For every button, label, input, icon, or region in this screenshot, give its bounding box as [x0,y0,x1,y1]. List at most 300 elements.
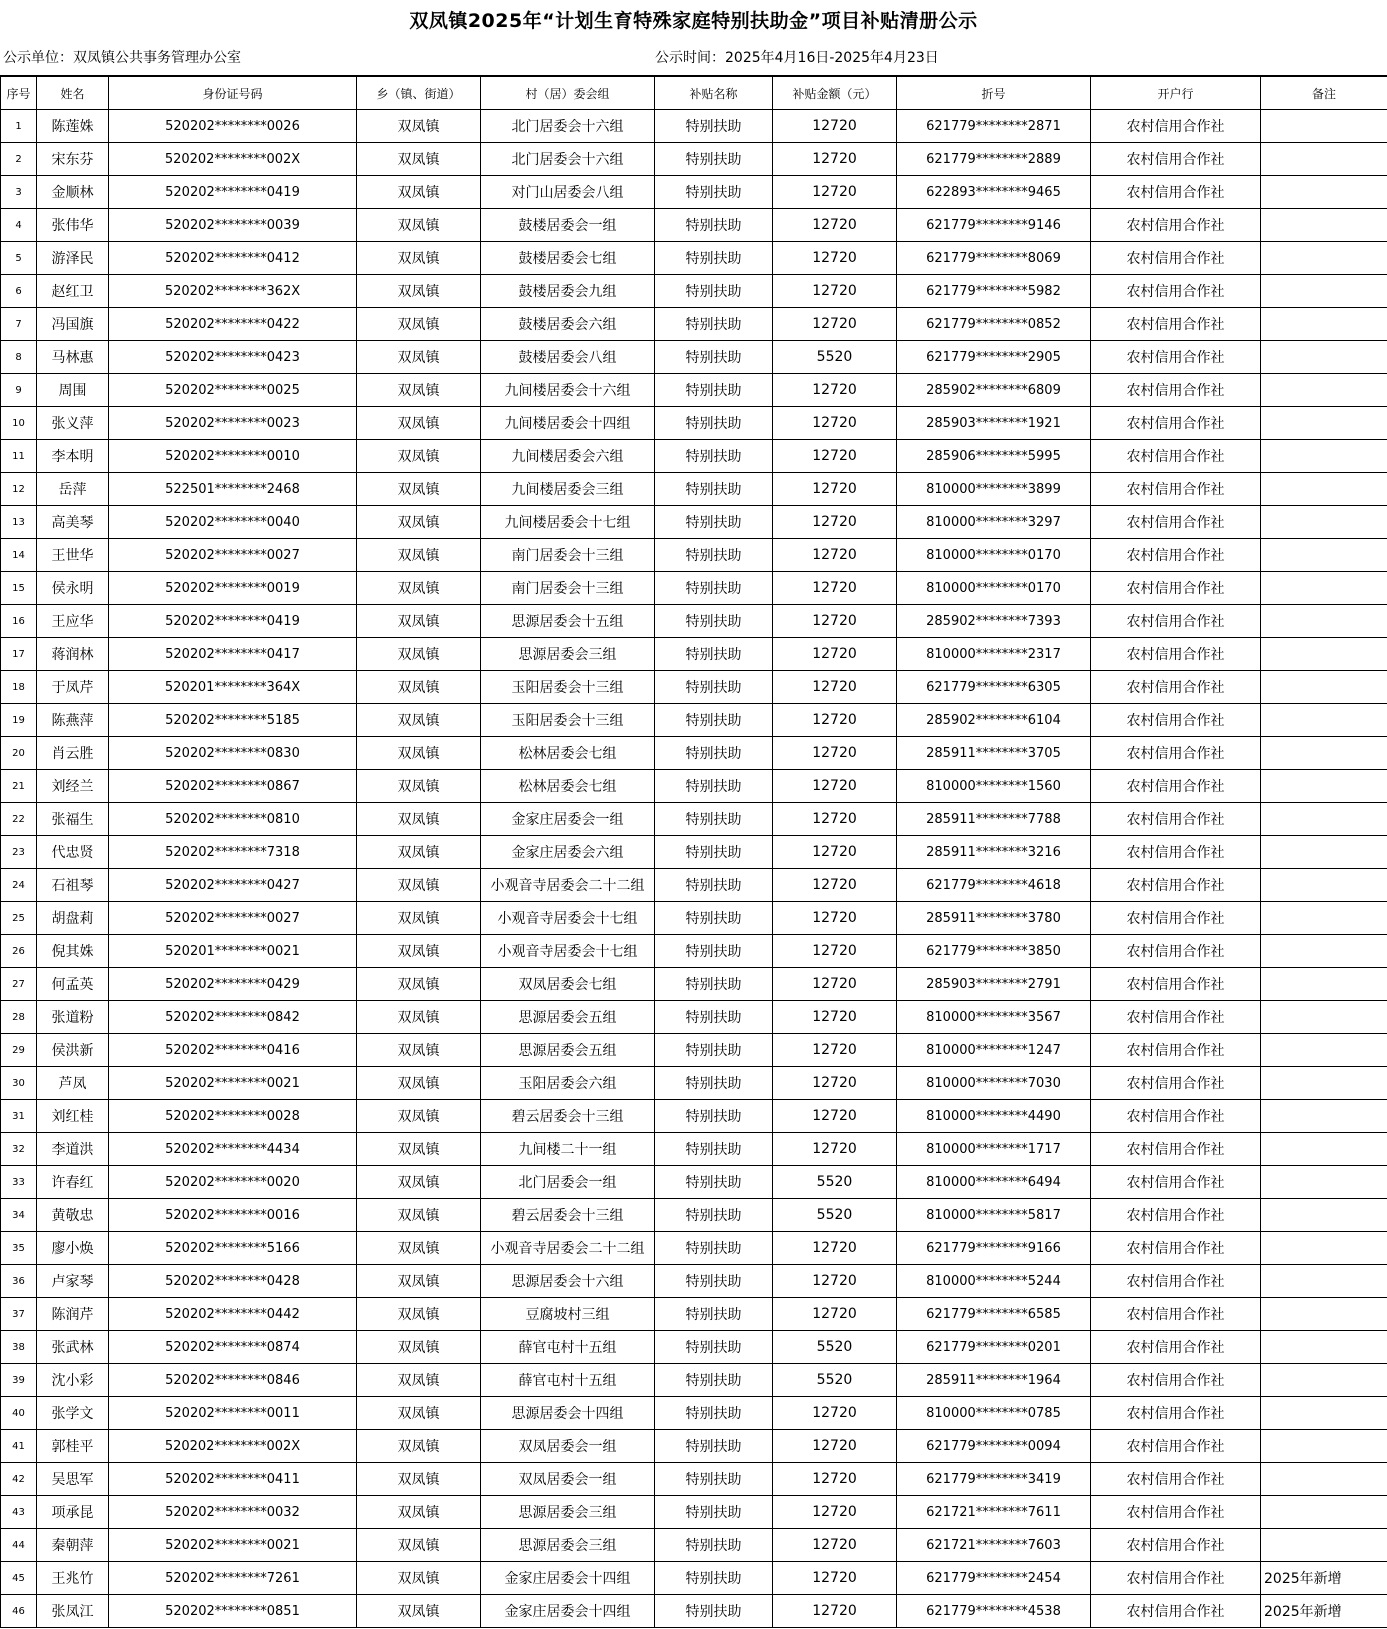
cell-village-group: 北门居委会十六组 [481,143,655,176]
cell-name: 侯洪新 [37,1034,109,1067]
cell-town: 双凤镇 [357,704,481,737]
cell-name: 张福生 [37,803,109,836]
cell-account: 285911********3780 [897,902,1091,935]
cell-name: 何孟英 [37,968,109,1001]
cell-name: 沈小彩 [37,1364,109,1397]
cell-id-number: 520202********0428 [109,1265,357,1298]
cell-amount: 12720 [773,110,897,143]
cell-subsidy-name: 特别扶助 [655,473,773,506]
cell-name: 王世华 [37,539,109,572]
cell-subsidy-name: 特别扶助 [655,704,773,737]
cell-id-number: 520202********0429 [109,968,357,1001]
cell-village-group: 金家庄居委会十四组 [481,1562,655,1595]
cell-id-number: 520202********002X [109,1430,357,1463]
table-row [1,242,1387,275]
cell-bank: 农村信用合作社 [1091,605,1261,638]
cell-account: 285902********6104 [897,704,1091,737]
table-row [1,803,1387,836]
cell-subsidy-name: 特别扶助 [655,803,773,836]
cell-village-group: 松林居委会七组 [481,737,655,770]
cell-remark [1261,803,1387,836]
table-row [1,308,1387,341]
cell-name: 倪其姝 [37,935,109,968]
cell-seq: 10 [1,407,37,440]
cell-id-number: 520202********0016 [109,1199,357,1232]
cell-remark [1261,1430,1387,1463]
cell-remark: 2025年新增 [1261,1595,1387,1628]
cell-remark [1261,407,1387,440]
col-header-id-number: 身份证号码 [109,77,357,110]
table-row [1,1562,1387,1595]
cell-bank: 农村信用合作社 [1091,1133,1261,1166]
cell-village-group: 思源居委会三组 [481,638,655,671]
cell-seq: 33 [1,1166,37,1199]
cell-village-group: 碧云居委会十三组 [481,1100,655,1133]
cell-amount: 12720 [773,1595,897,1628]
cell-remark [1261,737,1387,770]
cell-name: 黄敬忠 [37,1199,109,1232]
table-row [1,506,1387,539]
cell-name: 李道洪 [37,1133,109,1166]
cell-amount: 12720 [773,374,897,407]
cell-account: 621779********3850 [897,935,1091,968]
cell-subsidy-name: 特别扶助 [655,110,773,143]
cell-seq: 24 [1,869,37,902]
cell-town: 双凤镇 [357,1001,481,1034]
cell-town: 双凤镇 [357,374,481,407]
cell-seq: 28 [1,1001,37,1034]
cell-remark [1261,605,1387,638]
cell-remark [1261,176,1387,209]
cell-remark [1261,1166,1387,1199]
cell-account: 810000********2317 [897,638,1091,671]
cell-account: 622893********9465 [897,176,1091,209]
cell-id-number: 520202********5166 [109,1232,357,1265]
cell-remark [1261,506,1387,539]
cell-subsidy-name: 特别扶助 [655,572,773,605]
cell-remark [1261,143,1387,176]
cell-seq: 36 [1,1265,37,1298]
cell-bank: 农村信用合作社 [1091,638,1261,671]
cell-id-number: 520202********0427 [109,869,357,902]
cell-village-group: 九间楼居委会十六组 [481,374,655,407]
cell-town: 双凤镇 [357,1166,481,1199]
cell-id-number: 520202********7261 [109,1562,357,1595]
cell-village-group: 思源居委会三组 [481,1529,655,1562]
cell-remark [1261,836,1387,869]
table-row [1,1199,1387,1232]
table-row [1,1397,1387,1430]
cell-name: 刘经兰 [37,770,109,803]
cell-subsidy-name: 特别扶助 [655,407,773,440]
cell-subsidy-name: 特别扶助 [655,1529,773,1562]
col-header-amount: 补贴金额（元） [773,77,897,110]
cell-bank: 农村信用合作社 [1091,1529,1261,1562]
table-row [1,1331,1387,1364]
cell-amount: 12720 [773,704,897,737]
cell-id-number: 520202********0411 [109,1463,357,1496]
cell-id-number: 520202********0010 [109,440,357,473]
table-row [1,1166,1387,1199]
table-row [1,1430,1387,1463]
cell-name: 秦朝萍 [37,1529,109,1562]
col-header-account: 折号 [897,77,1091,110]
cell-seq: 38 [1,1331,37,1364]
table-row [1,110,1387,143]
table-row [1,572,1387,605]
cell-account: 810000********3297 [897,506,1091,539]
cell-remark [1261,1463,1387,1496]
cell-id-number: 520202********0416 [109,1034,357,1067]
table-row [1,605,1387,638]
cell-seq: 3 [1,176,37,209]
cell-subsidy-name: 特别扶助 [655,242,773,275]
cell-subsidy-name: 特别扶助 [655,1265,773,1298]
cell-bank: 农村信用合作社 [1091,1364,1261,1397]
cell-subsidy-name: 特别扶助 [655,869,773,902]
cell-town: 双凤镇 [357,176,481,209]
cell-remark [1261,539,1387,572]
cell-seq: 8 [1,341,37,374]
table-row [1,1463,1387,1496]
cell-town: 双凤镇 [357,110,481,143]
table-row [1,1133,1387,1166]
cell-subsidy-name: 特别扶助 [655,1199,773,1232]
cell-bank: 农村信用合作社 [1091,473,1261,506]
cell-account: 621779********6305 [897,671,1091,704]
table-row [1,836,1387,869]
cell-remark [1261,308,1387,341]
table-row [1,440,1387,473]
cell-bank: 农村信用合作社 [1091,704,1261,737]
cell-amount: 5520 [773,341,897,374]
cell-remark [1261,1298,1387,1331]
cell-id-number: 520202********0023 [109,407,357,440]
cell-remark [1261,869,1387,902]
cell-account: 285911********3216 [897,836,1091,869]
cell-bank: 农村信用合作社 [1091,1331,1261,1364]
cell-account: 285903********1921 [897,407,1091,440]
publishing-unit: 公示单位：双凤镇公共事务管理办公室 [3,50,241,66]
cell-bank: 农村信用合作社 [1091,1397,1261,1430]
cell-bank: 农村信用合作社 [1091,143,1261,176]
cell-name: 张道粉 [37,1001,109,1034]
cell-account: 621779********0201 [897,1331,1091,1364]
cell-name: 岳萍 [37,473,109,506]
cell-subsidy-name: 特别扶助 [655,1430,773,1463]
table-row [1,638,1387,671]
cell-bank: 农村信用合作社 [1091,341,1261,374]
cell-seq: 29 [1,1034,37,1067]
table-row [1,1595,1387,1628]
cell-village-group: 金家庄居委会一组 [481,803,655,836]
cell-seq: 11 [1,440,37,473]
cell-account: 810000********5244 [897,1265,1091,1298]
cell-name: 张义萍 [37,407,109,440]
cell-remark [1261,275,1387,308]
cell-town: 双凤镇 [357,1397,481,1430]
cell-seq: 4 [1,209,37,242]
cell-remark [1261,1265,1387,1298]
cell-name: 张武林 [37,1331,109,1364]
cell-town: 双凤镇 [357,1496,481,1529]
cell-town: 双凤镇 [357,473,481,506]
cell-bank: 农村信用合作社 [1091,539,1261,572]
cell-bank: 农村信用合作社 [1091,275,1261,308]
table-row [1,539,1387,572]
cell-amount: 12720 [773,176,897,209]
cell-town: 双凤镇 [357,803,481,836]
cell-town: 双凤镇 [357,242,481,275]
cell-bank: 农村信用合作社 [1091,1199,1261,1232]
cell-account: 621721********7611 [897,1496,1091,1529]
cell-id-number: 520202********0419 [109,176,357,209]
cell-amount: 12720 [773,1496,897,1529]
cell-remark [1261,1364,1387,1397]
cell-seq: 31 [1,1100,37,1133]
cell-id-number: 520201********0021 [109,935,357,968]
cell-name: 冯国旗 [37,308,109,341]
cell-account: 285903********2791 [897,968,1091,1001]
cell-seq: 5 [1,242,37,275]
cell-account: 810000********6494 [897,1166,1091,1199]
cell-seq: 22 [1,803,37,836]
table-row [1,1034,1387,1067]
table-row [1,869,1387,902]
cell-remark [1261,1100,1387,1133]
cell-town: 双凤镇 [357,143,481,176]
cell-id-number: 520202********0423 [109,341,357,374]
table-row [1,1298,1387,1331]
cell-amount: 12720 [773,803,897,836]
cell-amount: 12720 [773,506,897,539]
table-row [1,209,1387,242]
cell-village-group: 鼓楼居委会一组 [481,209,655,242]
cell-remark [1261,1133,1387,1166]
cell-bank: 农村信用合作社 [1091,1034,1261,1067]
cell-account: 285911********7788 [897,803,1091,836]
cell-account: 621779********3419 [897,1463,1091,1496]
cell-id-number: 520202********0422 [109,308,357,341]
cell-bank: 农村信用合作社 [1091,770,1261,803]
cell-seq: 46 [1,1595,37,1628]
cell-account: 621779********4538 [897,1595,1091,1628]
cell-seq: 39 [1,1364,37,1397]
cell-village-group: 金家庄居委会十四组 [481,1595,655,1628]
cell-village-group: 九间楼居委会三组 [481,473,655,506]
table-row [1,704,1387,737]
cell-amount: 12720 [773,737,897,770]
table-row [1,968,1387,1001]
cell-town: 双凤镇 [357,869,481,902]
cell-id-number: 520202********0442 [109,1298,357,1331]
cell-town: 双凤镇 [357,1133,481,1166]
cell-remark [1261,1001,1387,1034]
cell-seq: 20 [1,737,37,770]
cell-id-number: 520202********0417 [109,638,357,671]
cell-id-number: 520202********0846 [109,1364,357,1397]
cell-town: 双凤镇 [357,1562,481,1595]
cell-seq: 40 [1,1397,37,1430]
cell-id-number: 520202********0412 [109,242,357,275]
cell-id-number: 520202********0021 [109,1529,357,1562]
cell-amount: 12720 [773,407,897,440]
cell-bank: 农村信用合作社 [1091,935,1261,968]
cell-town: 双凤镇 [357,506,481,539]
cell-seq: 2 [1,143,37,176]
cell-name: 王兆竹 [37,1562,109,1595]
col-header-town: 乡（镇、街道） [357,77,481,110]
cell-amount: 12720 [773,1562,897,1595]
cell-village-group: 薛官屯村十五组 [481,1364,655,1397]
cell-subsidy-name: 特别扶助 [655,1331,773,1364]
cell-name: 张学文 [37,1397,109,1430]
cell-subsidy-name: 特别扶助 [655,770,773,803]
cell-name: 刘红桂 [37,1100,109,1133]
cell-amount: 12720 [773,935,897,968]
cell-village-group: 南门居委会十三组 [481,572,655,605]
cell-town: 双凤镇 [357,275,481,308]
cell-bank: 农村信用合作社 [1091,968,1261,1001]
cell-seq: 23 [1,836,37,869]
cell-village-group: 双凤居委会一组 [481,1463,655,1496]
cell-subsidy-name: 特别扶助 [655,968,773,1001]
cell-amount: 12720 [773,242,897,275]
cell-account: 810000********0170 [897,572,1091,605]
cell-subsidy-name: 特别扶助 [655,374,773,407]
cell-bank: 农村信用合作社 [1091,407,1261,440]
cell-bank: 农村信用合作社 [1091,1562,1261,1595]
cell-remark [1261,1496,1387,1529]
table-row [1,935,1387,968]
cell-village-group: 碧云居委会十三组 [481,1199,655,1232]
table-row [1,143,1387,176]
cell-bank: 农村信用合作社 [1091,308,1261,341]
cell-seq: 43 [1,1496,37,1529]
table-row [1,341,1387,374]
cell-bank: 农村信用合作社 [1091,572,1261,605]
cell-town: 双凤镇 [357,1034,481,1067]
cell-id-number: 520202********0419 [109,605,357,638]
cell-bank: 农村信用合作社 [1091,1067,1261,1100]
cell-name: 李本明 [37,440,109,473]
cell-village-group: 北门居委会一组 [481,1166,655,1199]
cell-account: 810000********4490 [897,1100,1091,1133]
cell-account: 621779********8069 [897,242,1091,275]
cell-subsidy-name: 特别扶助 [655,737,773,770]
cell-account: 621779********0094 [897,1430,1091,1463]
cell-subsidy-name: 特别扶助 [655,1562,773,1595]
cell-subsidy-name: 特别扶助 [655,1067,773,1100]
cell-village-group: 北门居委会十六组 [481,110,655,143]
cell-town: 双凤镇 [357,1430,481,1463]
cell-account: 621779********9166 [897,1232,1091,1265]
cell-id-number: 520202********0020 [109,1166,357,1199]
cell-town: 双凤镇 [357,737,481,770]
cell-account: 810000********0785 [897,1397,1091,1430]
cell-bank: 农村信用合作社 [1091,506,1261,539]
cell-id-number: 520202********0810 [109,803,357,836]
header-row [1,77,1387,110]
meta-row [0,42,1387,76]
cell-bank: 农村信用合作社 [1091,440,1261,473]
cell-seq: 35 [1,1232,37,1265]
cell-bank: 农村信用合作社 [1091,1298,1261,1331]
cell-seq: 7 [1,308,37,341]
cell-town: 双凤镇 [357,341,481,374]
cell-town: 双凤镇 [357,1364,481,1397]
cell-name: 许春红 [37,1166,109,1199]
cell-village-group: 思源居委会十五组 [481,605,655,638]
cell-id-number: 520202********7318 [109,836,357,869]
cell-remark [1261,1199,1387,1232]
cell-town: 双凤镇 [357,440,481,473]
cell-town: 双凤镇 [357,902,481,935]
cell-seq: 27 [1,968,37,1001]
cell-amount: 12720 [773,1001,897,1034]
cell-id-number: 520202********0867 [109,770,357,803]
cell-town: 双凤镇 [357,407,481,440]
cell-subsidy-name: 特别扶助 [655,1100,773,1133]
cell-amount: 12720 [773,1034,897,1067]
cell-village-group: 九间楼居委会六组 [481,440,655,473]
cell-name: 卢家琴 [37,1265,109,1298]
cell-remark [1261,770,1387,803]
cell-amount: 12720 [773,1397,897,1430]
cell-name: 周围 [37,374,109,407]
cell-name: 陈润芹 [37,1298,109,1331]
cell-amount: 12720 [773,1133,897,1166]
cell-remark [1261,1529,1387,1562]
cell-town: 双凤镇 [357,1298,481,1331]
cell-subsidy-name: 特别扶助 [655,1463,773,1496]
cell-remark [1261,935,1387,968]
cell-subsidy-name: 特别扶助 [655,638,773,671]
cell-bank: 农村信用合作社 [1091,869,1261,902]
cell-id-number: 520202********0040 [109,506,357,539]
cell-name: 蒋润林 [37,638,109,671]
cell-remark: 2025年新增 [1261,1562,1387,1595]
cell-account: 621779********2871 [897,110,1091,143]
cell-id-number: 520202********0874 [109,1331,357,1364]
cell-town: 双凤镇 [357,1595,481,1628]
cell-subsidy-name: 特别扶助 [655,275,773,308]
cell-name: 吴思军 [37,1463,109,1496]
cell-subsidy-name: 特别扶助 [655,539,773,572]
cell-village-group: 薛官屯村十五组 [481,1331,655,1364]
cell-village-group: 九间楼居委会十四组 [481,407,655,440]
cell-bank: 农村信用合作社 [1091,1232,1261,1265]
cell-remark [1261,440,1387,473]
cell-bank: 农村信用合作社 [1091,1166,1261,1199]
cell-name: 陈莲姝 [37,110,109,143]
cell-village-group: 双凤居委会七组 [481,968,655,1001]
cell-amount: 12720 [773,275,897,308]
cell-name: 代忠贤 [37,836,109,869]
cell-account: 810000********5817 [897,1199,1091,1232]
cell-amount: 5520 [773,1166,897,1199]
cell-village-group: 思源居委会五组 [481,1034,655,1067]
cell-id-number: 520202********002X [109,143,357,176]
cell-subsidy-name: 特别扶助 [655,605,773,638]
subsidy-table [0,76,1387,1628]
cell-town: 双凤镇 [357,572,481,605]
cell-subsidy-name: 特别扶助 [655,1397,773,1430]
cell-village-group: 对门山居委会八组 [481,176,655,209]
cell-remark [1261,374,1387,407]
cell-seq: 1 [1,110,37,143]
cell-amount: 12720 [773,968,897,1001]
